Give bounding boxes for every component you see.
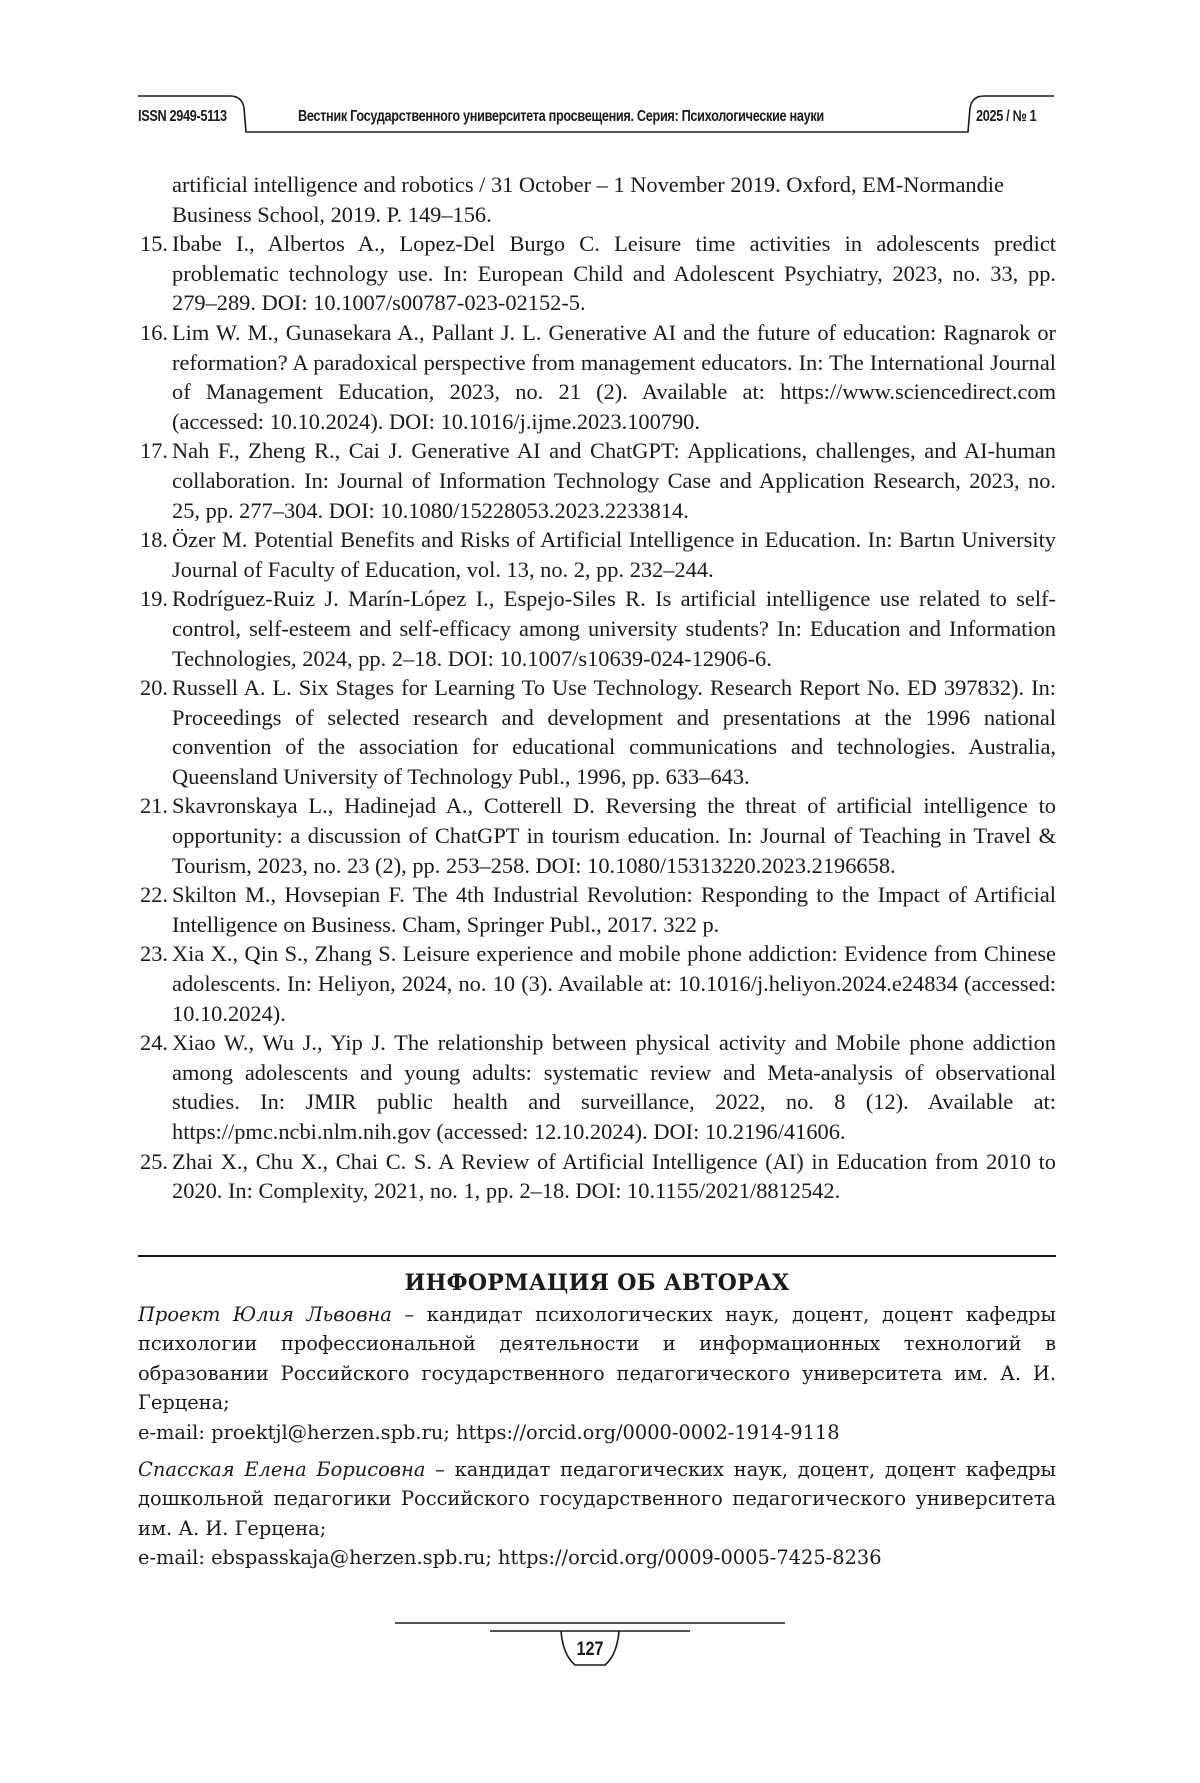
reference-continuation: artificial intelligence and robotics / 31 October – 1 November 2019. Oxford, EM-Normandie Business School, 2019. P. 149–156. xyxy=(172,172,1004,227)
author-entry xyxy=(138,1300,1056,1447)
author-bio xyxy=(138,1300,1056,1418)
reference-number: 16. xyxy=(140,319,168,345)
reference-number: 20. xyxy=(140,675,168,701)
reference-number: 22. xyxy=(140,882,168,908)
reference-item xyxy=(138,791,1056,880)
author-name: Спасская Елена Борисовна xyxy=(138,1458,426,1482)
reference-text: Özer M. Potential Benefits and Risks of Artificial Intelligence in Education. In: Bartın University Journal of Faculty of Education, vol. 13, no. 2, pp. 232–244. xyxy=(172,527,1056,582)
page-number: 127 xyxy=(576,1639,604,1660)
reference-item xyxy=(138,880,1056,939)
reference-item xyxy=(138,939,1056,1028)
author-description: – кандидат педагогических наук, доцент, доцент кафедры дошкольной педагогики Российского государственного педагогического университета им. А. И. Герцена; xyxy=(138,1458,1056,1540)
reference-item xyxy=(138,1147,1056,1206)
reference-number: 24. xyxy=(140,1030,168,1056)
reference-number: 23. xyxy=(140,941,168,967)
issue-label: 2025 / № 1 xyxy=(976,108,1037,125)
reference-text: Russell A. L. Six Stages for Learning To Use Technology. Research Report No. ED 397832). In: Proceedings of selected research and development and presentations at the 1996 national convention of the association for educational communications and technologies. Australia, Queensland University of Technology Publ., 1996, pp. 633–643. xyxy=(172,675,1056,789)
issn-label: ISSN 2949-5113 xyxy=(138,108,227,125)
reference-text: Ibabe I., Albertos A., Lopez-Del Burgo C. Leisure time activities in adolescents predict problematic technology use. In: European Child and Adolescent Psychiatry, 2023, no. 33, pp. 279–289. DOI: 10.1007/s00787-023-02152-5. xyxy=(172,231,1056,316)
reference-text: Zhai X., Chu X., Chai C. S. A Review of Artificial Intelligence (AI) in Education from 2010 to 2020. In: Complexity, 2021, no. 1, pp. 2–18. DOI: 10.1155/2021/8812542. xyxy=(172,1148,1056,1204)
reference-item xyxy=(138,584,1056,673)
reference-text: Xia X., Qin S., Zhang S. Leisure experience and mobile phone addiction: Evidence from Chinese adolescents. In: Heliyon, 2024, no. 10 (3). Available at: 10.1016/j.heliyon.2024.e24834 (accessed: 10.10.2024). xyxy=(172,941,1056,1026)
reference-item xyxy=(138,318,1056,436)
reference-item xyxy=(138,525,1056,584)
reference-text: Nah F., Zheng R., Cai J. Generative AI and ChatGPT: Applications, challenges, and AI-human collaboration. In: Journal of Information Technology Case and Application Research, 2023, no. 25, pp. 277–304. DOI: 10.1080/15228053.2023.2233814. xyxy=(172,438,1056,523)
reference-number: 19. xyxy=(140,586,168,612)
authors-section xyxy=(138,1268,1056,1581)
reference-text: Skilton M., Hovsepian F. The 4th Industrial Revolution: Responding to the Impact of Artificial Intelligence on Business. Cham, Springer Publ., 2017. 322 p. xyxy=(172,882,1056,937)
reference-text: Rodríguez-Ruiz J. Marín-López I., Espejo-Siles R. Is artificial intelligence use related to self-control, self-esteem and self-efficacy among university students? In: Education and Information Technologies, 2024, pp. 2–18. DOI: 10.1007/s10639-024-12906-6. xyxy=(172,586,1056,671)
reference-item xyxy=(138,229,1056,318)
author-description: – кандидат психологических наук, доцент, доцент кафедры психологии профессиональной деятельности и информационных технологий в образовании Российского государственного педагогического университета им. А. И. Герцена; xyxy=(138,1303,1056,1415)
reference-text: Xiao W., Wu J., Yip J. The relationship between physical activity and Mobile phone addiction among adolescents and young adults: systematic review and Meta-analysis of observational studies. In: JMIR public health and surveillance, 2022, no. 8 (12). Available at: https://pmc.ncbi.nlm.nih.gov (accessed: 12.10.2024). DOI: 10.2196/41606. xyxy=(172,1030,1056,1144)
author-entry xyxy=(138,1455,1056,1573)
running-header xyxy=(138,88,1054,138)
authors-heading: ИНФОРМАЦИЯ ОБ АВТОРАХ xyxy=(404,1270,790,1296)
reference-number: 25. xyxy=(140,1148,168,1174)
page-footer xyxy=(395,1615,785,1685)
journal-title: Вестник Государственного университета просвещения. Серия: Психологические науки xyxy=(298,108,824,125)
reference-item xyxy=(138,436,1056,525)
author-name: Проект Юлия Львовна xyxy=(138,1303,392,1326)
reference-number: 15. xyxy=(140,231,168,257)
author-contacts: e-mail: proektjl@herzen.spb.ru; https://orcid.org/0000-0002-1914-9118 xyxy=(138,1420,840,1444)
section-divider xyxy=(138,1255,1056,1257)
reference-text: Lim W. M., Gunasekara A., Pallant J. L. Generative AI and the future of education: Ragnarok or reformation? A paradoxical perspective from management educators. In: The International Journal of Management Education, 2023, no. 21 (2). Available at: https://www.sciencedirect.com (accessed: 10.10.2024). DOI: 10.1016/j.ijme.2023.100790. xyxy=(172,319,1056,434)
references-list xyxy=(138,170,1056,1206)
author-bio xyxy=(138,1455,1056,1543)
reference-number: 21. xyxy=(140,793,168,819)
reference-item xyxy=(138,1028,1056,1146)
reference-text: Skavronskaya L., Hadinejad A., Cotterell D. Reversing the threat of artificial intelligence to opportunity: a discussion of ChatGPT in tourism education. In: Journal of Teaching in Travel & Tourism, 2023, no. 23 (2), pp. 253–258. DOI: 10.1080/15313220.2023.2196658. xyxy=(172,793,1056,878)
reference-number: 17. xyxy=(140,438,168,464)
reference-item xyxy=(138,673,1056,791)
reference-number: 18. xyxy=(140,527,168,553)
author-contacts: e-mail: ebspasskaja@herzen.spb.ru; https://orcid.org/0009-0005-7425-8236 xyxy=(138,1546,882,1570)
